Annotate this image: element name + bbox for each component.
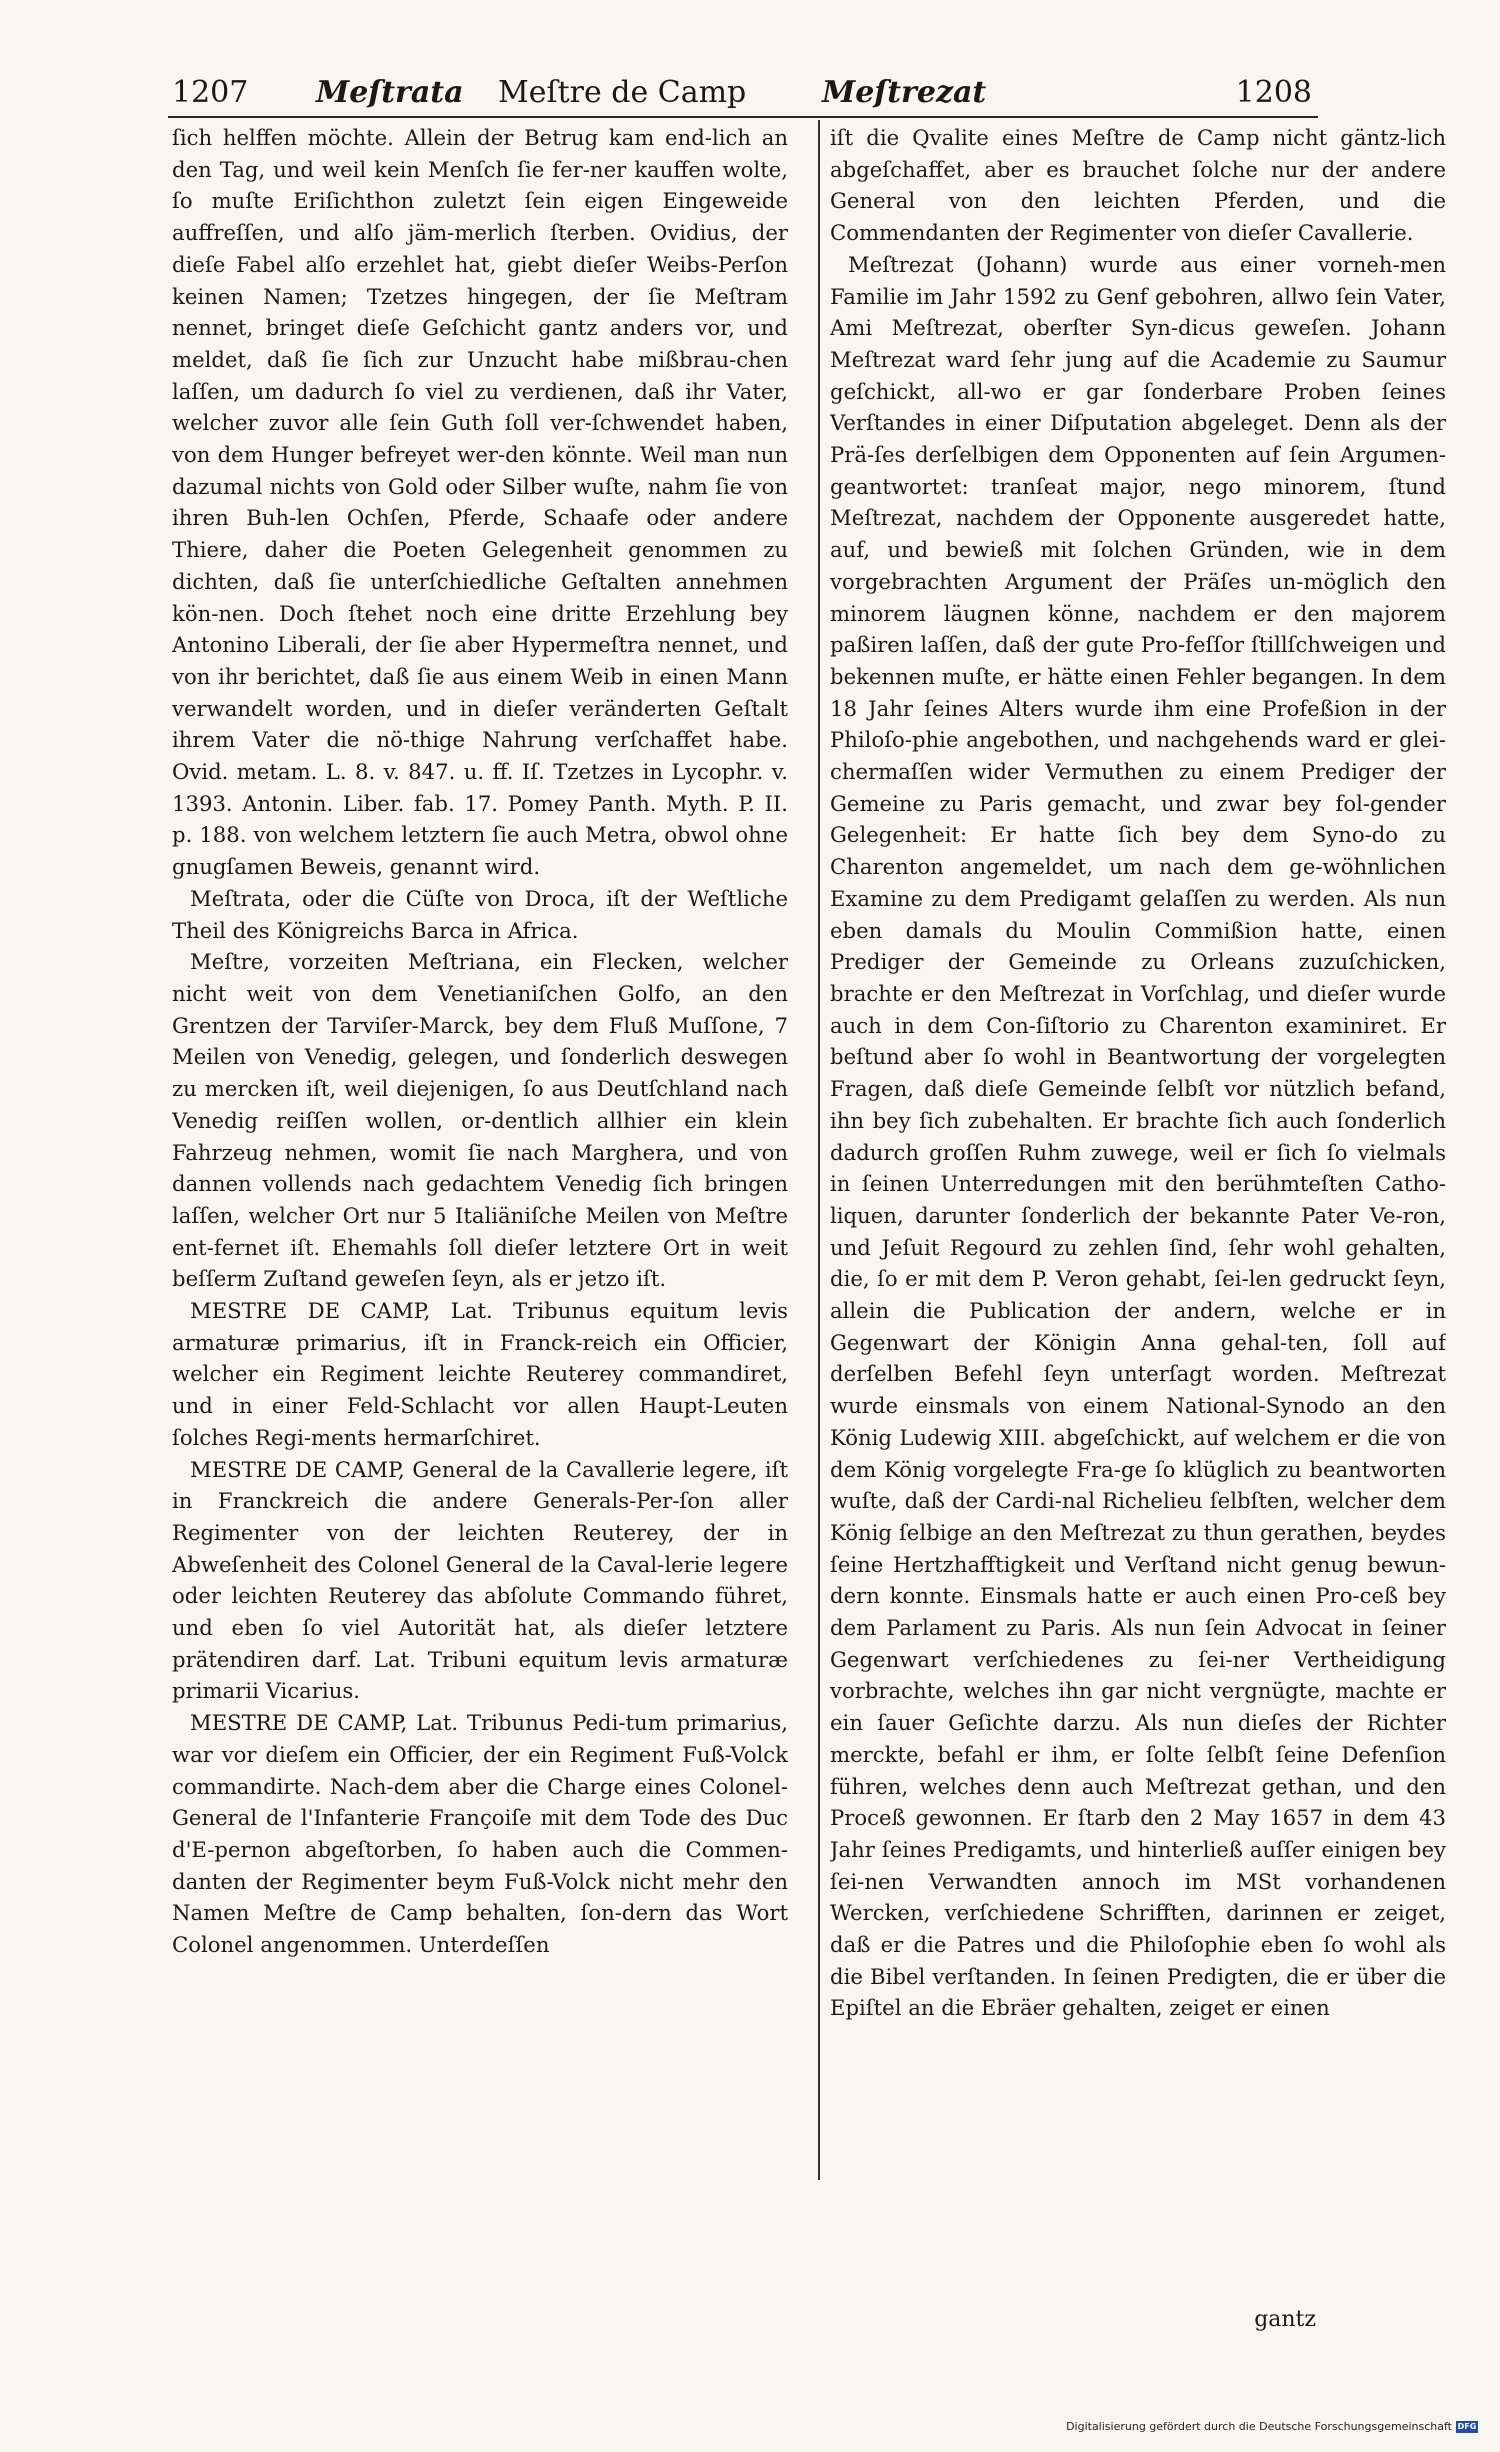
- page-number-right: 1208: [1235, 75, 1312, 110]
- right-paragraph-1: iſt die Qvalite eines Meſtre de Camp nicht gäntz-lich abgeſchaffet, aber es brauchet ſolche nur der andere General von den leichten Pferden, und die Commendanten der Regimenter von dieſer Cavallerie.: [830, 125, 1446, 246]
- right-column: [830, 122, 1446, 2302]
- page-number-left: 1207: [172, 75, 249, 110]
- left-column: [172, 122, 788, 2302]
- header-title-left: Meſtre de Camp: [498, 75, 747, 110]
- right-paragraph-2: Meſtrezat (Johann) wurde aus einer vorneh-men Familie im Jahr 1592 zu Genf gebohren, allwo ſein Vater, Ami Meſtrezat, oberſter Syn-dicus geweſen. Johann Meſtrezat ward ſehr jung auf die Academie zu Saumur geſchickt, all-wo er gar ſonderbare Proben ſeines Verſtandes in einer Diſputation abgeleget. Denn als der Prä-ſes derſelbigen dem Opponenten auf ſein Argumen-geantwortet: tranſeat major, nego minorem, ſtund Meſtrezat, nachdem der Opponente ausgeredet hatte, auf, und bewieß mit ſolchen Gründen, wie in dem vorgebrachten Argument der Präſes un-möglich den minorem läugnen könne, nachdem er den majorem paßiren laſſen, daß der gute Pro-feſſor ſtillſchweigen und bekennen muſte, er hätte einen Fehler begangen. In dem 18 Jahr ſeines Alters wurde ihm eine Profeßion in der Philoſo-phie angebothen, und nachgehends ward er glei-chermaſſen wider Vermuthen zu einem Prediger der Gemeine zu Paris gemacht, und zwar bey fol-gender Gelegenheit: Er hatte ſich bey dem Syno-do zu Charenton angemeldet, um nach dem ge-wöhnlichen Examine zu dem Predigamt gelaſſen zu werden. Als nun eben damals du Moulin Commißion hatte, einen Prediger der Gemeinde zu Orleans zuzuſchicken, brachte er den Meſtrezat in Vorſchlag, und dieſer wurde auch in dem Con-ſiſtorio zu Charenton examiniret. Er beſtund aber ſo wohl in Beantwortung der vorgelegten Fragen, daß dieſe Gemeinde ſelbſt vor nützlich befand, ihn bey ſich zubehalten. Er brachte ſich auch ſonderlich dadurch groſſen Ruhm zuwege, weil er ſich ſo vielmals in ſeinen Unterredungen mit den berühmteſten Catho-liquen, darunter ſonderlich der bekannte Pater Ve-ron, und Jeſuit Regourd zu zehlen ſind, ſehr wohl gehalten, die, ſo er mit dem P. Veron gehabt, ſei-len gedruckt ſeyn, allein die Publication der andern, welche er in Gegenwart der Königin Anna gehal-ten, ſoll auf derſelben Befehl ſeyn unterſagt worden. Meſtrezat wurde einsmals von einem National-Synodo an den König Ludewig XIII. abgeſchickt, auf welchem er die von dem König vorgelegte Fra-ge ſo klüglich zu beantworten wuſte, daß der Cardi-nal Richelieu ſelbſten, welcher dem König ſelbige an den Meſtrezat zu thun gerathen, beydes ſeine Hertzhafftigkeit und Verſtand nicht genug bewun-dern konnte. Einsmals hatte er auch einen Pro-ceß bey dem Parlament zu Paris. Als nun ſein Advocat in ſeiner Gegenwart verſchiedenes zu ſei-ner Vertheidigung vorbrachte, welches ihn gar nicht vergnügte, machte er ein ſauer Geſichte darzu. Als nun dieſes der Richter merckte, befahl er ihm, er ſolte ſelbſt ſeine Defenſion führen, welches denn auch Meſtrezat gethan, und den Proceß gewonnen. Er ſtarb den 2 May 1657 in dem 43 Jahr ſeines Predigamts, und hinterließ auſſer einigen bey ſei-nen Verwandten annoch im MSt vorhandenen Wercken, verſchiedene Schrifften, darinnen er zeiget, daß er die Patres und die Philoſophie eben ſo wohl als die Bibel verſtanden. In ſeinen Predigten, die er über die Epiſtel an die Ebräer gehalten, zeiget er einen: [830, 251, 1446, 2021]
- page-catchword: gantz: [1254, 2307, 1316, 2332]
- footer-text: Digitalisierung gefördert durch die Deutsche Forschungsgemeinschaft: [1066, 2420, 1452, 2433]
- left-paragraph-6: MESTRE DE CAMP, Lat. Tribunus Pedi-tum primarius, war vor dieſem ein Officier, der ein Regiment Fuß-Volck commandirte. Nach-dem aber die Charge eines Colonel-General de l'Infanterie Françoiſe mit dem Tode des Duc d'E-pernon abgeſtorben, ſo haben auch die Commen-danten der Regimenter beym Fuß-Volck nicht mehr den Namen Meſtre de Camp behalten, ſon-dern das Wort Colonel angenommen. Unterdeſſen: [172, 1710, 788, 1958]
- column-divider: [818, 120, 820, 2180]
- left-paragraph-5: MESTRE DE CAMP, General de la Cavallerie legere, iſt in Franckreich die andere Generals-Per-ſon aller Regimenter von der leichten Reuterey, der in Abweſenheit des Colonel General de la Caval-lerie legere oder leichten Reuterey das abſolute Commando führet, und eben ſo viel Autorität hat, als dieſer letztere prätendiren darf. Lat. Tribuni equitum levis armaturæ primarii Vicarius.: [172, 1456, 788, 1704]
- catchword-left: Meſtrata: [316, 75, 464, 110]
- left-paragraph-3: Meſtre, vorzeiten Meſtriana, ein Flecken, welcher nicht weit von dem Venetianiſchen Golfo, an den Grentzen der Tarviſer-Marck, bey dem Fluß Muſſone, 7 Meilen von Venedig, gelegen, und ſonderlich deswegen zu mercken iſt, weil diejenigen, ſo aus Deutſchland nach Venedig reiſſen wollen, or-dentlich allhier ein klein Fahrzeug nehmen, womit ſie nach Marghera, und von dannen vollends nach gedachtem Venedig ſich bringen laſſen, welcher Ort nur 5 Italiäniſche Meilen von Meſtre ent-fernet iſt. Ehemahls ſoll dieſer letztere Ort in weit beſſerm Zuſtand geweſen ſeyn, als er jetzo iſt.: [172, 949, 788, 1292]
- left-paragraph-4: MESTRE DE CAMP, Lat. Tribunus equitum levis armaturæ primarius, iſt in Franck-reich ein Officier, welcher ein Regiment leichte Reuterey commandiret, und in einer Feld-Schlacht vor allen Haupt-Leuten ſolches Regi-ments hermarſchiret.: [172, 1298, 788, 1450]
- dfg-logo: DFG: [1457, 2421, 1477, 2431]
- catchword-right: Meſtrezat: [822, 75, 987, 110]
- left-paragraph-1: ſich helffen möchte. Allein der Betrug kam end-lich an den Tag, und weil kein Menſch ſie fer-ner kauffen wolte, ſo muſte Eriſichthon zuletzt ſein eigen Eingeweide auffreſſen, und alſo jäm-merlich ſterben. Ovidius, der dieſe Fabel alſo erzehlet hat, giebt dieſer Weibs-Perſon keinen Namen; Tzetzes hingegen, der ſie Meſtram nennet, bringet dieſe Geſchicht gantz anders vor, und meldet, daß ſie ſich zur Unzucht habe mißbrau-chen laſſen, um dadurch ſo viel zu verdienen, daß ihr Vater, welcher zuvor alle ſein Guth ſoll ver-ſchwendet haben, von dem Hunger befreyet wer-den könnte. Weil man nun dazumal nichts von Gold oder Silber wuſte, nahm ſie von ihren Buh-len Ochſen, Pferde, Schaafe oder andere Thiere, daher die Poeten Gelegenheit genommen zu dichten, daß ſie unterſchiedliche Geſtalten annehmen kön-nen. Doch ſtehet noch eine dritte Erzehlung bey Antonino Liberali, der ſie aber Hypermeſtra nennet, und von ihr berichtet, daß ſie aus einem Weib in einen Mann verwandelt worden, und in dieſer veränderten Geſtalt ihrem Vater die nö-thige Nahrung verſchaffet habe. Ovid. metam. L. 8. v. 847. u. ff. Iſ. Tzetzes in Lycophr. v. 1393. Antonin. Liber. fab. 17. Pomey Panth. Myth. P. II. p. 188. von welchem letztern ſie auch Metra, obwol ohne gnugſamen Beweis, genannt wird.: [172, 125, 788, 880]
- header-rule: [168, 116, 1318, 118]
- left-paragraph-2: Meſtrata, oder die Cüſte von Droca, iſt der Weſtliche Theil des Königreichs Barca in Africa.: [172, 885, 788, 943]
- digitization-footer: [1066, 2420, 1478, 2433]
- running-header: [168, 70, 1318, 116]
